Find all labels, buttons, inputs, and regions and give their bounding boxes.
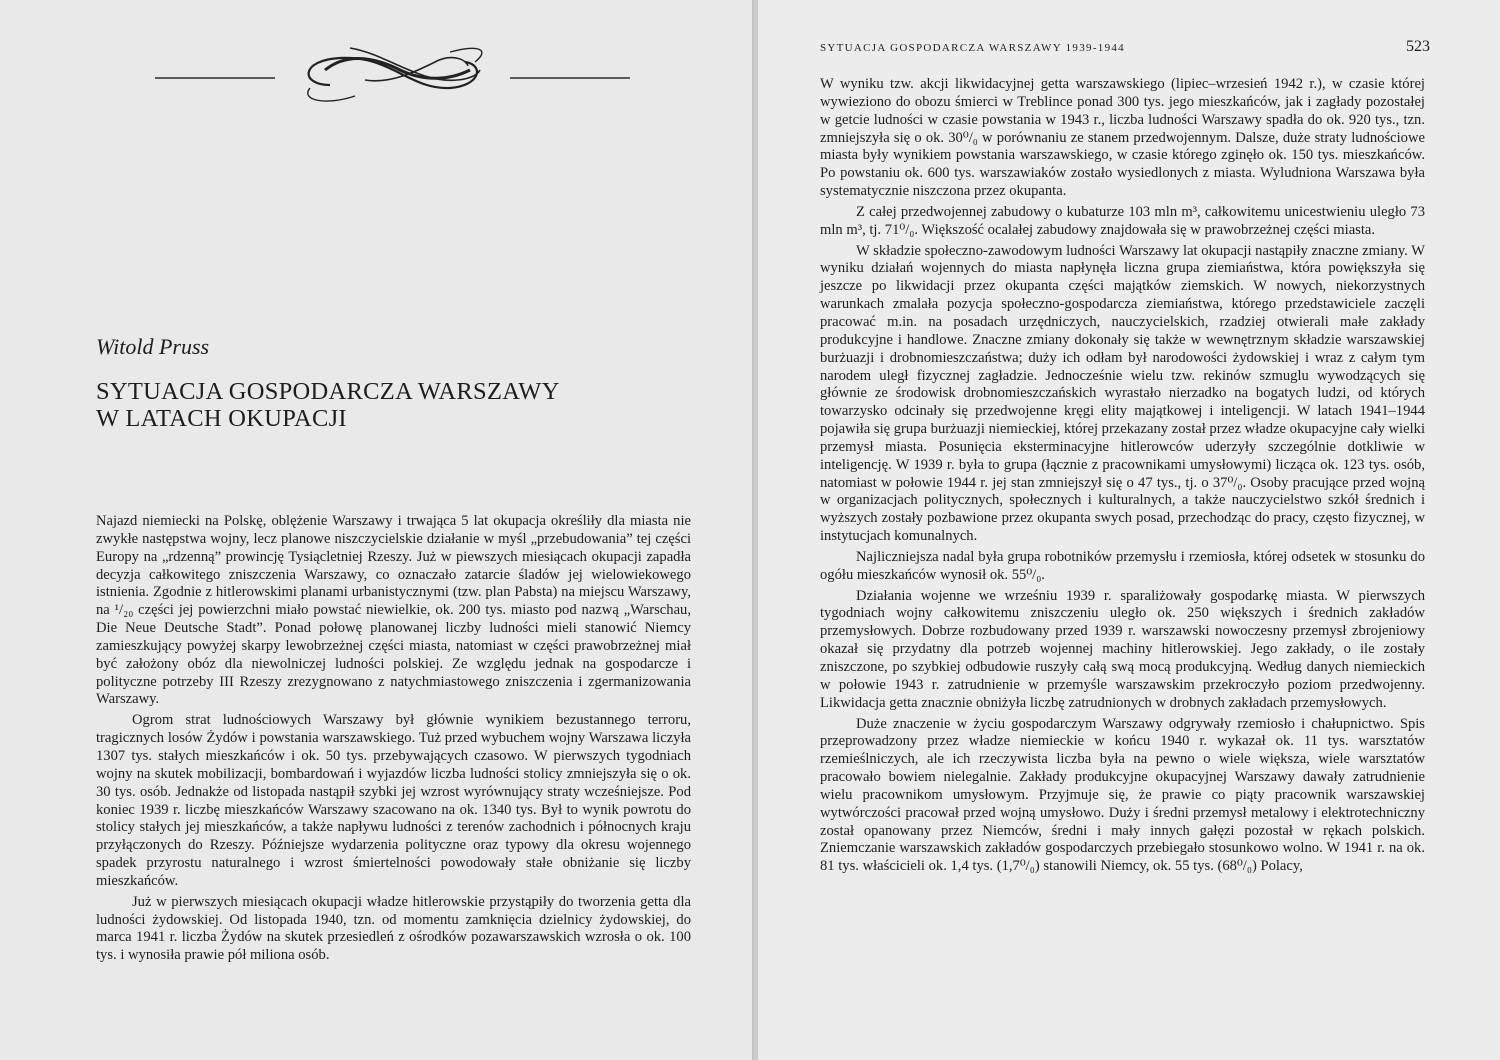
paragraph: W składzie społeczno-zawodowym ludności Warszawy lat okupacji nastąpiły znaczne zmiany. W wyniku działań wojennych do miasta napłynęła liczna grupa ziemiaństwa, która powiększyła się jeszcze po likwidacji przez okupanta części majątków ziemskich. W nowych, niekorzystnych warunkach zmalała pozycja społeczno-gospodarcza ziemiaństwa, którego przedstawiciele zaczęli pracować m.in. na posadach urzędniczych, nauczycielskich, rzadziej otwierali małe zakłady produkcyjne i handlowe. Znaczne zmiany dokonały się także w wewnętrznym składzie warszawskiej burżuazji i drobnomieszczaństwa; duży ich odłam był narodowości żydowskiej i wraz z całym tym narodem uległ fizycznej zagładzie. Jednocześnie wielu tzw. rekinów szmuglu wywodzących się głównie ze środowisk drobnomieszczańskich wyrastało nierzadko na bogatych ludzi, od których towarzysko odcinały się przedwojenne kręgi elity majątkowej i inteligencji. W latach 1941–1944 pojawiła się grupa burżuazji niemieckiej, której przekazany został przez władze okupacyjne cały wielki przemysł miasta. Posunięcia eksterminacyjne hitlerowców uderzyły szczególnie dotkliwie w inteligencję. W 1939 r. była to grupa (łącznie z pracownikami umysłowymi) licząca ok. 123 tys. osób, natomiast w połowie 1944 r. jej stan zmniejszył się o 47 tys., tj. o 37⁰/₀. Osoby pracujące przed wojną w organizacjach politycznych, społecznych i kulturalnych, a także nauczycielstwo szkół średnich i wyższych zostały pozbawione przez okupanta swych posad, przechodząc do pracy, często fizycznej, w instytucjach komunalnych. [820, 242, 1425, 545]
article-title [96, 378, 560, 432]
paragraph: Z całej przedwojennej zabudowy o kubaturze 103 mln m³, całkowitemu unicestwieniu uległo 73 mln m³, tj. 71⁰/₀. Większość ocalałej zabudowy znajdowała się w prawobrzeżnej części miasta. [820, 203, 1425, 238]
paragraph: Działania wojenne we wrześniu 1939 r. sparaliżowały gospodarkę miasta. W pierwszych tygodniach wojny całkowitemu zniszczeniu uległo ok. 250 większych i średnich zakładów przemysłowych. Dobrze rozbudowany przed 1939 r. warszawski nowoczesny przemysł zbrojeniowy okazał się przydatny dla potrzeb wojennej machiny hitlerowskiej. Jego zakłady, o ile zostały zniszczone, po szybkiej odbudowie ruszyły całą swą mocą produkcyjną. Według danych niemieckich w połowie 1943 r. zatrudnienie w przemyśle warszawskim przekroczyło poziom przedwojenny. Likwidacja getta znacznie obniżyła liczbę zatrudnionych w drobnych zakładach przemysłowych. [820, 587, 1425, 711]
right-body-text [820, 76, 1425, 879]
paragraph: W wyniku tzw. akcji likwidacyjnej getta warszawskiego (lipiec–wrzesień 1942 r.), w czasie której wywieziono do obozu śmierci w Treblince ponad 300 tys. jego mieszkańców, jak i zagłady pozostałej w getcie ludności w czasie powstania w 1943 r., liczba ludności Warszawy spadła do ok. 920 tys., tzn. zmniejszyła się o ok. 30⁰/₀ w porównaniu ze stanem przedwojennym. Dalsze, duże straty ludnościowe miasta były wynikiem powstania warszawskiego, w czasie którego zginęło ok. 150 tys. mieszkańców. Po powstaniu ok. 600 tys. warszawiaków zostało wysiedlonych z miasta. Wyludniona Warszawa była systematycznie niszczona przez okupanta. [820, 76, 1425, 200]
author-name: Witold Pruss [96, 334, 210, 359]
title-line: W LATACH OKUPACJI [96, 405, 347, 432]
title-line: SYTUACJA GOSPODARCZA WARSZAWY [96, 378, 560, 405]
flourish-ornament-icon [150, 40, 640, 110]
left-body-text [96, 513, 691, 968]
paragraph: Duże znaczenie w życiu gospodarczym Warszawy odgrywały rzemiosło i chałupnictwo. Spis przeprowadzony przez władze niemieckie w końcu 1940 r. wykazał ok. 11 tys. warsztatów rzemieślniczych, ale ich rzeczywista liczba była na pewno o wiele większa, wiele warsztatów pracowało bowiem nielegalnie. Zakłady produkcyjne okupacyjnej Warszawy dawały zatrudnienie wielu pracownikom umysłowym. Przyjmuje się, że prawie co piąty pracownik warszawskiej wytwórczości pracował przed wojną umysłowo. Duży i średni przemysł metalowy i elektrotechniczny został opanowany przez Niemców, średni i mały innych gałęzi pozostał w rękach polskich. Zniemczanie warszawskich zakładów gospodarczych przebiegało stosunkowo wolno. W 1941 r. na ok. 81 tys. właścicieli ok. 1,4 tys. (1,7⁰/₀) stanowili Niemcy, ok. 55 tys. (68⁰/₀) Polacy, [820, 715, 1425, 875]
paragraph: Ogrom strat ludnościowych Warszawy był głównie wynikiem bezustannego terroru, tragicznych losów Żydów i powstania warszawskiego. Tuż przed wybuchem wojny Warszawa liczyła 1307 tys. stałych mieszkańców i ok. 50 tys. przebywających czasowo. W pierwszych tygodniach wojny na skutek mobilizacji, bombardowań i wyjazdów liczba ludności stolicy zmniejszyła się o ok. 30 tys. osób. Jednakże od listopada nastąpił szybki jej wzrost wyrównujący straty wcześniejsze. Pod koniec 1939 r. liczbę mieszkańców Warszawy szacowano na ok. 1340 tys. Był to wynik powrotu do stolicy stałych jej mieszkańców, a także napływu ludności z terenów zachodnich i północnych kraju przyłączonych do Rzeszy. Późniejsze wydarzenia polityczne oraz typowy dla okresu wojennego spadek przyrostu naturalnego i wzrost śmiertelności powodowały stałe obniżanie się liczby mieszkańców. [96, 712, 691, 889]
paragraph: Już w pierwszych miesiącach okupacji władze hitlerowskie przystąpiły do tworzenia getta dla ludności żydowskiej. Od listopada 1940, tzn. od momentu zamknięcia dzielnicy żydowskiej, do marca 1941 r. liczba Żydów na skutek przesiedleń z ośrodków pozawarszawskich wzrosła o ok. 100 tys. i wynosiła prawie pół miliona osób. [96, 893, 691, 964]
page-number: 523 [1406, 38, 1430, 55]
paragraph: Najliczniejsza nadal była grupa robotników przemysłu i rzemiosła, której odsetek w stosunku do ogółu mieszkańców wynosił ok. 55⁰/₀. [820, 548, 1425, 583]
paragraph: Najazd niemiecki na Polskę, oblężenie Warszawy i trwająca 5 lat okupacja określiły dla miasta nie zwykłe następstwa wojny, lecz planowe niszczycielskie działanie w myśl „przebudowania” tej części Europy na „rdzenną” prowincję Tysiącletniej Rzeszy. Już w piewszych miesiącach okupacji zapadła decyzja całkowitego zniszczenia Warszawy, co oznaczało zatarcie śladów jej wielowiekowego istnienia. Zgodnie z hitlerowskimi planami urbanistycznymi (tzw. plan Pabsta) na miejscu Warszawy, na ¹/₂₀ części jej powierzchni miało powstać niewielkie, ok. 200 tys. miasto pod nazwą „Warschau, Die Neue Deutsche Stadt”. Ponad połowę planowanej liczby ludności mieli stanowić Niemcy zamieszkujący powyżej skarpy lewobrzeżnej części miasta, natomiast w części prawobrzeżnej miał być założony obóz dla niewolniczej ludności polskiej. Ze względu jednak na gospodarcze i polityczne potrzeby III Rzeszy zrezygnowano z natychmiastowego zniszczenia i zgermanizowania Warszawy. [96, 513, 691, 708]
right-page [758, 0, 1500, 1060]
running-head: SYTUACJA GOSPODARCZA WARSZAWY 1939-1944 [820, 42, 1125, 54]
